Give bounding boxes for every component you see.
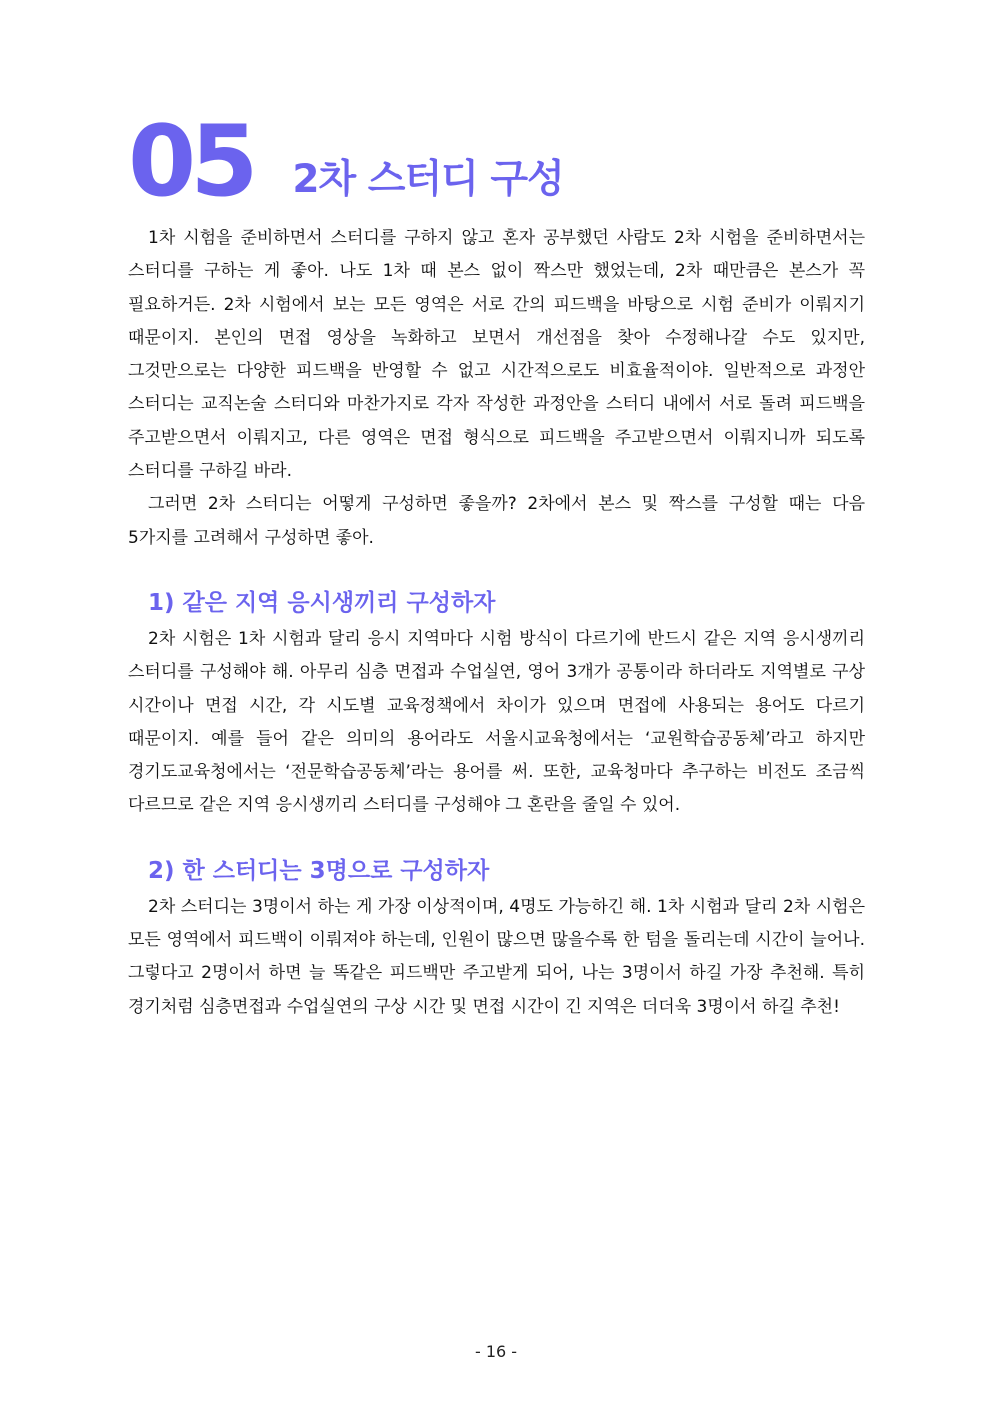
page-number: - 16 - [474,1342,518,1361]
intro-paragraph: 1차 시험을 준비하면서 스터디를 구하지 않고 혼자 공부했던 사람도 2차 시험을 준비하면서는 스터디를 구하는 게 좋아. 나도 1차 때 본스 없이 짝스만 했었는데, 2차 때만큼은 본스가 꼭 필요하거든. 2차 시험에서 보는 모든 영역은 서로 간의 피드백을 바탕으로 시험 준비가 이뤄지기 때문이지. 본인의 면접 영상을 녹화하고 보면서 개선점을 찾아 수정해나갈 수도 있지만, 그것만으로는 다양한 피드백을 반영할 수 없고 시간적으로도 비효율적이야. 일반적으로 과정안 스터디는 교직논술 스터디와 마찬가지로 각자 작성한 과정안을 스터디 내에서 서로 돌려 피드백을 주고받으면서 이뤄지고, 다른 영역은 면접 형식으로 피드백을 주고받으면서 이뤄지니까 되도록 스터디를 구하길 바라. [128,228,865,482]
chapter-header [128,100,564,219]
intro-paragraph: 그러면 2차 스터디는 어떻게 구성하면 좋을까? 2차에서 본스 및 짝스를 구성할 때는 다음 5가지를 고려해서 구성하면 좋아. [128,494,865,548]
chapter-number: 05 [128,105,253,219]
chapter-title: 2차 스터디 구성 [292,157,564,202]
section-paragraph: 2차 스터디는 3명이서 하는 게 가장 이상적이며, 4명도 가능하긴 해. 1차 시험과 달리 2차 시험은 모든 영역에서 피드백이 이뤄져야 하는데, 인원이 많으면 많을수록 한 텀을 돌리는데 시간이 늘어나. 그렇다고 2명이서 하면 늘 똑같은 피드백만 주고받게 되어, 나는 3명이서 하길 가장 추천해. 특히 경기처럼 심층면접과 수업실연의 구상 시간 및 면접 시간이 긴 지역은 더더욱 3명이서 하길 추천! [128,896,865,1017]
section-heading: 2) 한 스터디는 3명으로 구성하자 [148,857,490,884]
section-paragraph: 2차 시험은 1차 시험과 달리 응시 지역마다 시험 방식이 다르기에 반드시 같은 지역 응시생끼리 스터디를 구성해야 해. 아무리 심층 면접과 수업실연, 영어 3개가 공통이라 하더라도 지역별로 구상 시간이나 면접 시간, 각 시도별 교육정책에서 차이가 있으며 면접에 사용되는 용어도 다르기 때문이지. 예를 들어 같은 의미의 용어라도 서울시교육청에서는 ‘교원학습공동체’라고 하지만 경기도교육청에서는 ‘전문학습공동체’라는 용어를 써. 또한, 교육청마다 추구하는 비전도 조금씩 다르므로 같은 지역 응시생끼리 스터디를 구성해야 그 혼란을 줄일 수 있어. [128,628,865,816]
section-heading: 1) 같은 지역 응시생끼리 구성하자 [148,589,496,616]
chapter-content [128,222,865,1024]
